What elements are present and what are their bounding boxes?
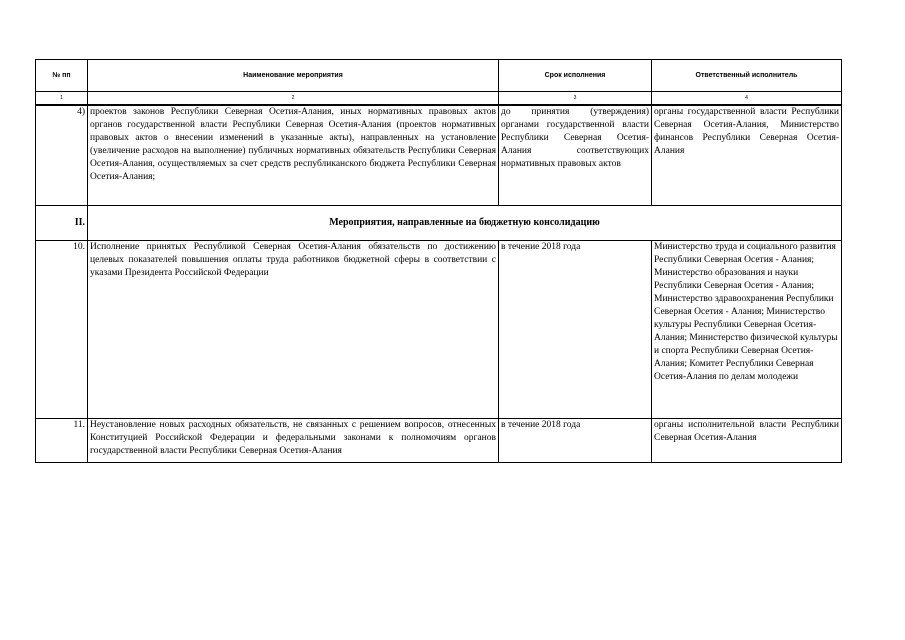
row-number: 4) (36, 105, 88, 205)
row-exec: Министерство труда и социального развития Республики Северная Осетия - Алания; Министерство образования и науки Республики Северная Осетия - Алания; Министерство здравоохранения Республики Северная Осетия - Алания; Министерство культуры Республики Северная Осетия-Алания; Министерство физической культуры и спорта Республики Северная Осетия-Алания; Комитет Республики Северная Осетия-Алания по делам молодежи (652, 240, 842, 418)
row-number: 10. (36, 240, 88, 418)
header-exec: Ответственный исполнитель (652, 60, 842, 92)
column-number: 3 (499, 92, 652, 106)
row-term: до принятия (утверждения) органами государственной власти Республики Северная Осетия-Алания соответствующих нормативных правовых актов (499, 105, 652, 205)
column-number: 2 (88, 92, 499, 106)
row-exec: органы исполнительной власти Республики Северная Осетия-Алания (652, 418, 842, 462)
section-title: Мероприятия, направленные на бюджетную консолидацию (88, 205, 842, 240)
row-name: Неустановление новых расходных обязательств, не связанных с решением вопросов, отнесенных Конституцией Российской Федерации и федеральными законами к полномочиям органов государственной власти Республики Северная Осетия-Алания (88, 418, 499, 462)
section-row (36, 205, 842, 240)
header-row (36, 60, 842, 92)
row-term: в течение 2018 года (499, 418, 652, 462)
column-number: 4 (652, 92, 842, 106)
header-term: Срок исполнения (499, 60, 652, 92)
table-row (36, 240, 842, 418)
row-name: проектов законов Республики Северная Осетия-Алания, иных нормативных правовых актов органов государственной власти Республики Северная Осетия-Алания (проектов нормативных правовых актов о внесении изменений в указанные акты), направленных на установление (увеличение расходов на выполнение) публичных нормативных обязательств Республики Северная Осетия-Алания, осуществляемых за счет средств республиканского бюджета Республики Северная Осетия-Алания; (88, 105, 499, 205)
column-number-row (36, 92, 842, 106)
row-number: 11. (36, 418, 88, 462)
header-name: Наименование мероприятия (88, 60, 499, 92)
table-row (36, 105, 842, 205)
measures-table (35, 59, 842, 463)
column-number: 1 (36, 92, 88, 106)
section-number: II. (36, 205, 88, 240)
table-row (36, 418, 842, 462)
row-term: в течение 2018 года (499, 240, 652, 418)
row-exec: органы государственной власти Республики Северная Осетия-Алания, Министерство финансов Республики Северная Осетия-Алания (652, 105, 842, 205)
header-num: № пп (36, 60, 88, 92)
row-name: Исполнение принятых Республикой Северная Осетия-Алания обязательств по достижению целевых показателей повышения оплаты труда работников бюджетной сферы в соответствии с указами Президента Российской Федерации (88, 240, 499, 418)
